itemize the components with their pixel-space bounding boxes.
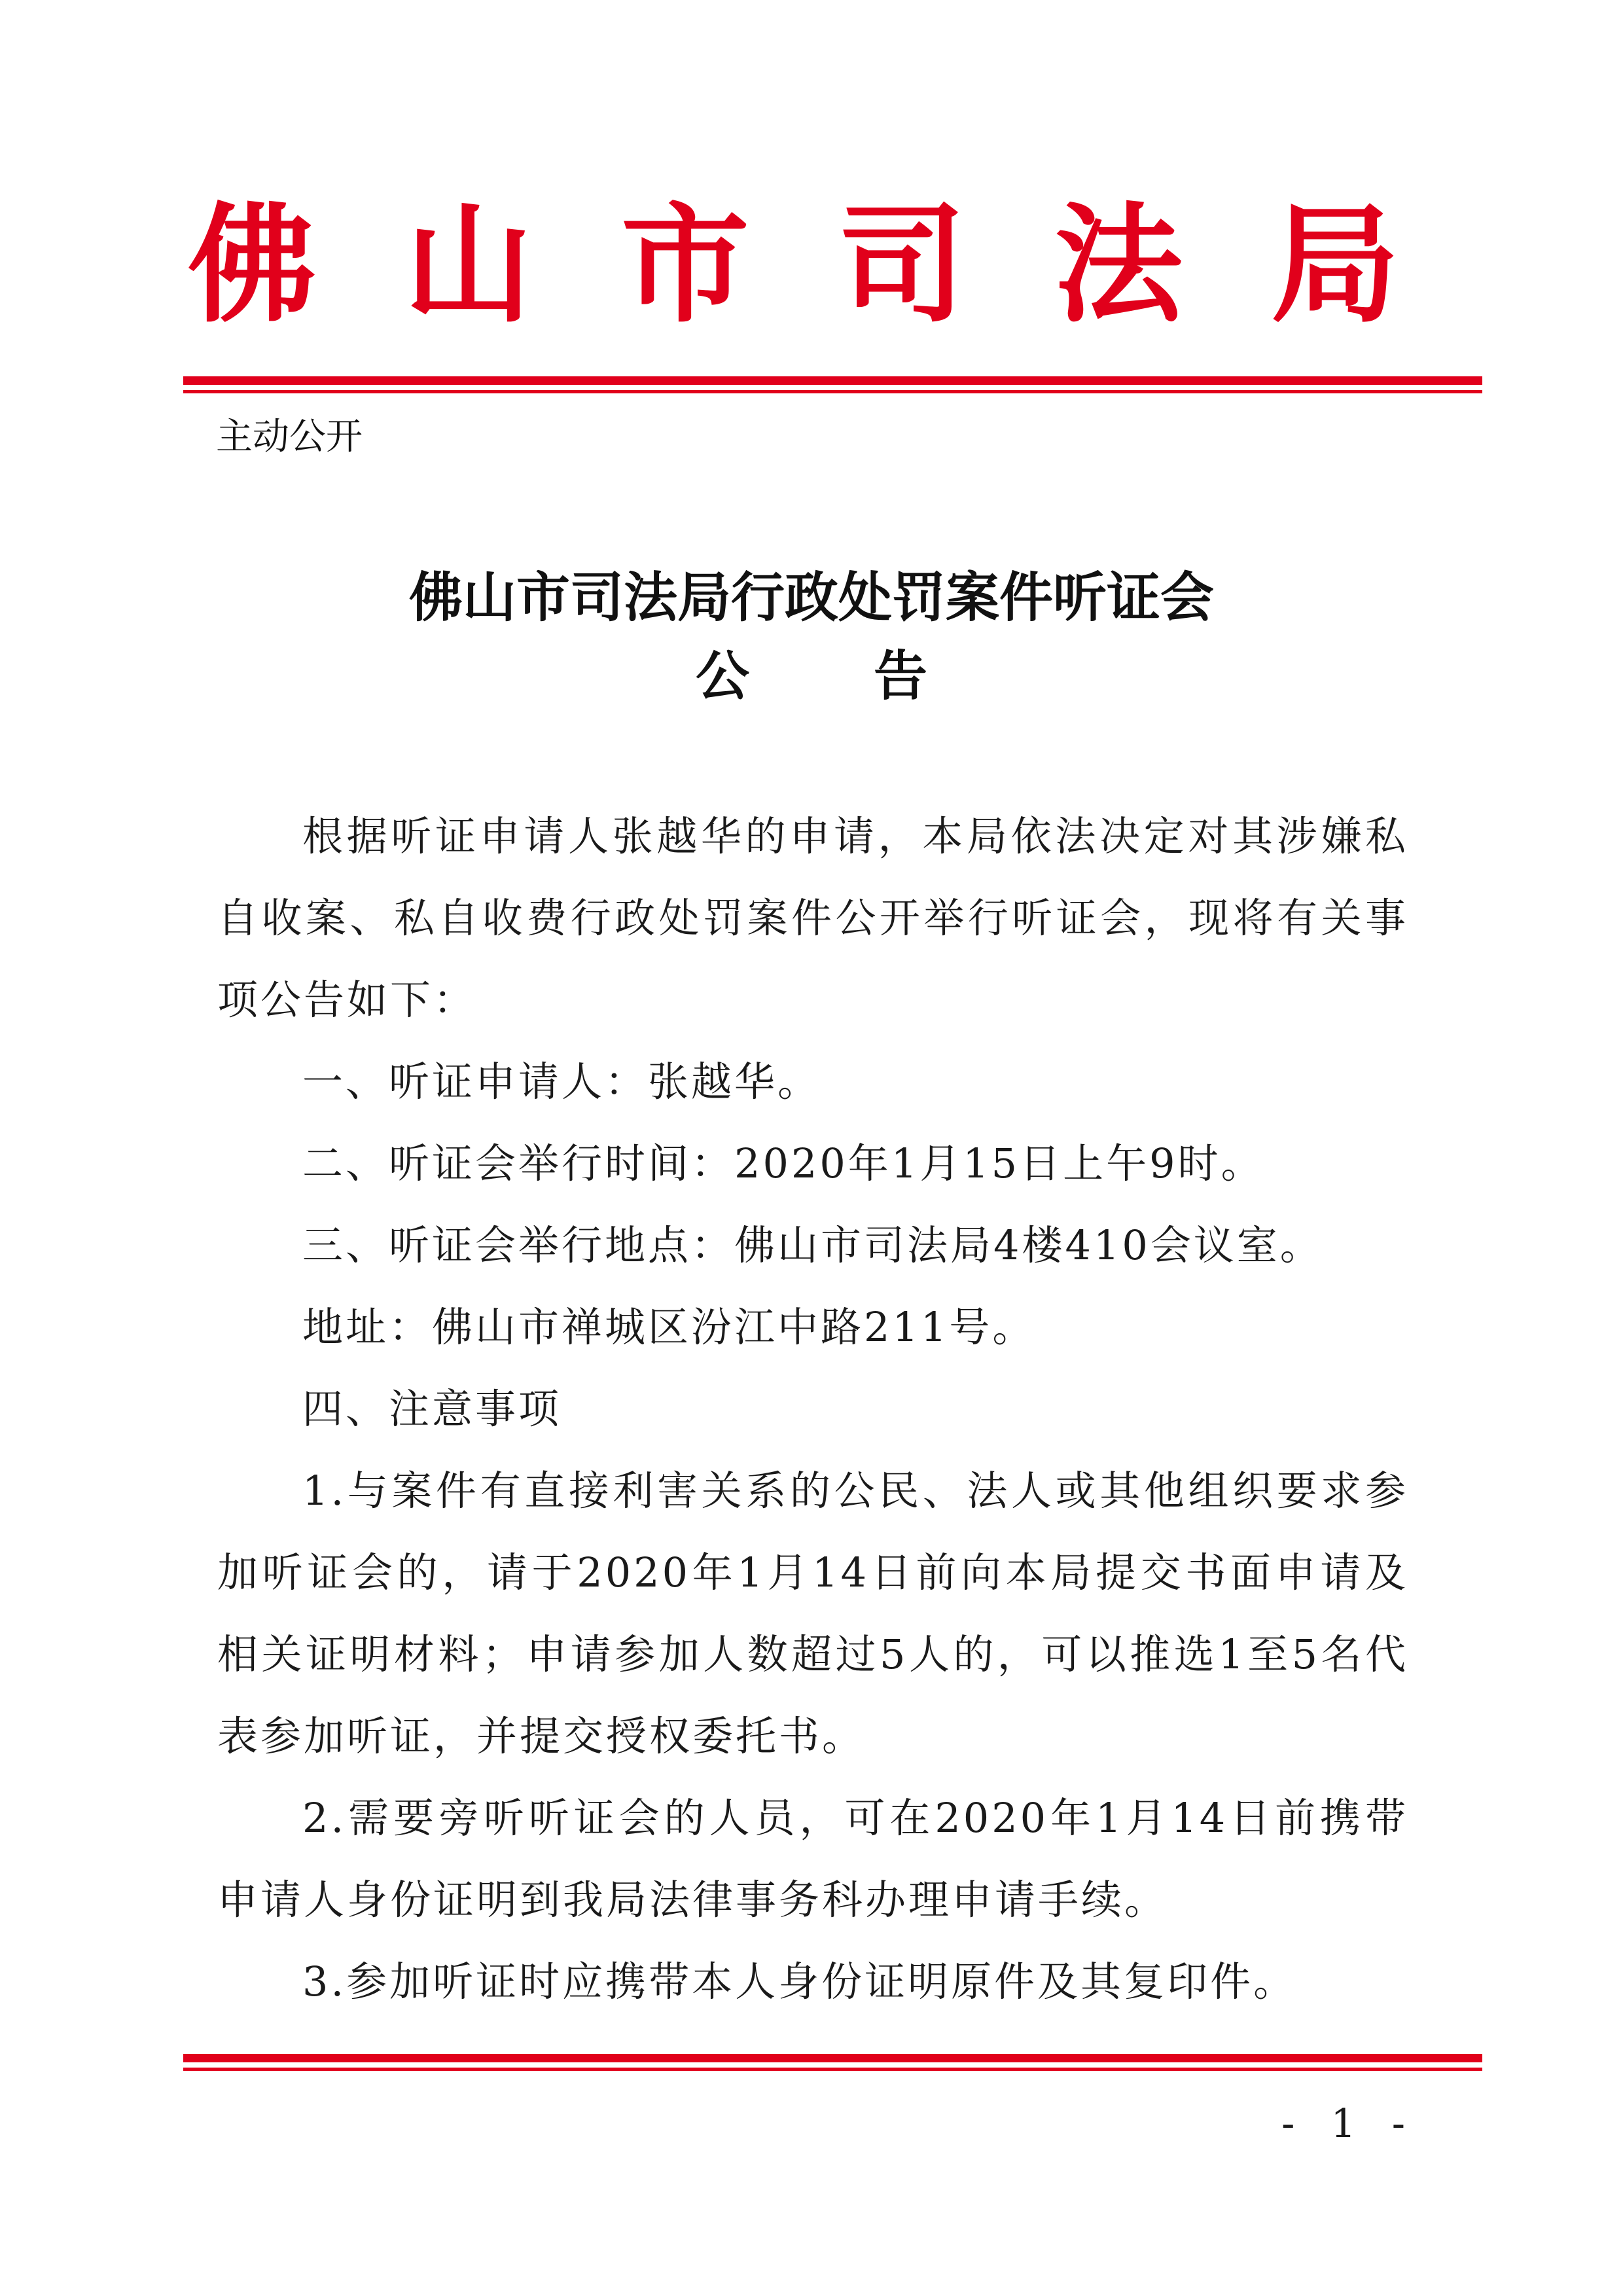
header-rule-thin bbox=[183, 390, 1482, 393]
paragraph-applicant: 一、听证申请人：张越华。 bbox=[302, 1058, 821, 1105]
paragraph-address: 地址：佛山市禅城区汾江中路211号。 bbox=[302, 1303, 1036, 1351]
paragraph-note-3: 3.参加听证时应携带本人身份证明原件及其复印件。 bbox=[302, 1958, 1297, 2005]
letterhead bbox=[0, 187, 1623, 344]
notice-body bbox=[217, 795, 1408, 2022]
paragraph-location: 三、听证会举行地点：佛山市司法局4楼410会议室。 bbox=[302, 1221, 1323, 1269]
footer-rule-thick bbox=[183, 2054, 1482, 2062]
letterhead-title: 佛山市司法局 bbox=[187, 190, 1488, 340]
paragraph-note-1: 1.与案件有直接利害关系的公民、法人或其他组织要求参加听证会的，请于2020年1月14日前向本局提交书面申请及相关证明材料；申请参加人数超过5人的，可以推选1至5名代表参加听证，并提交授权委托书。 bbox=[217, 1467, 1408, 1760]
paragraph-note-2: 2.需要旁听听证会的人员，可在2020年1月14日前携带申请人身份证明到我局法律事务科办理申请手续。 bbox=[217, 1794, 1408, 1924]
disclosure-tag: 主动公开 bbox=[216, 416, 363, 458]
footer-rule-thin bbox=[183, 2068, 1482, 2071]
paragraph-time: 二、听证会举行时间：2020年1月15日上午9时。 bbox=[302, 1139, 1264, 1187]
header-rule-thick bbox=[183, 376, 1482, 385]
paragraph-notes-heading: 四、注意事项 bbox=[302, 1385, 562, 1433]
notice-subtitle: 公告 bbox=[696, 645, 1052, 708]
paragraph-intro: 根据听证申请人张越华的申请，本局依法决定对其涉嫌私自收案、私自收费行政处罚案件公开举行听证会，现将有关事项公告如下： bbox=[217, 812, 1408, 1024]
notice-title: 佛山市司法局行政处罚案件听证会 bbox=[408, 566, 1214, 629]
page-number: - 1 - bbox=[1281, 2101, 1417, 2147]
